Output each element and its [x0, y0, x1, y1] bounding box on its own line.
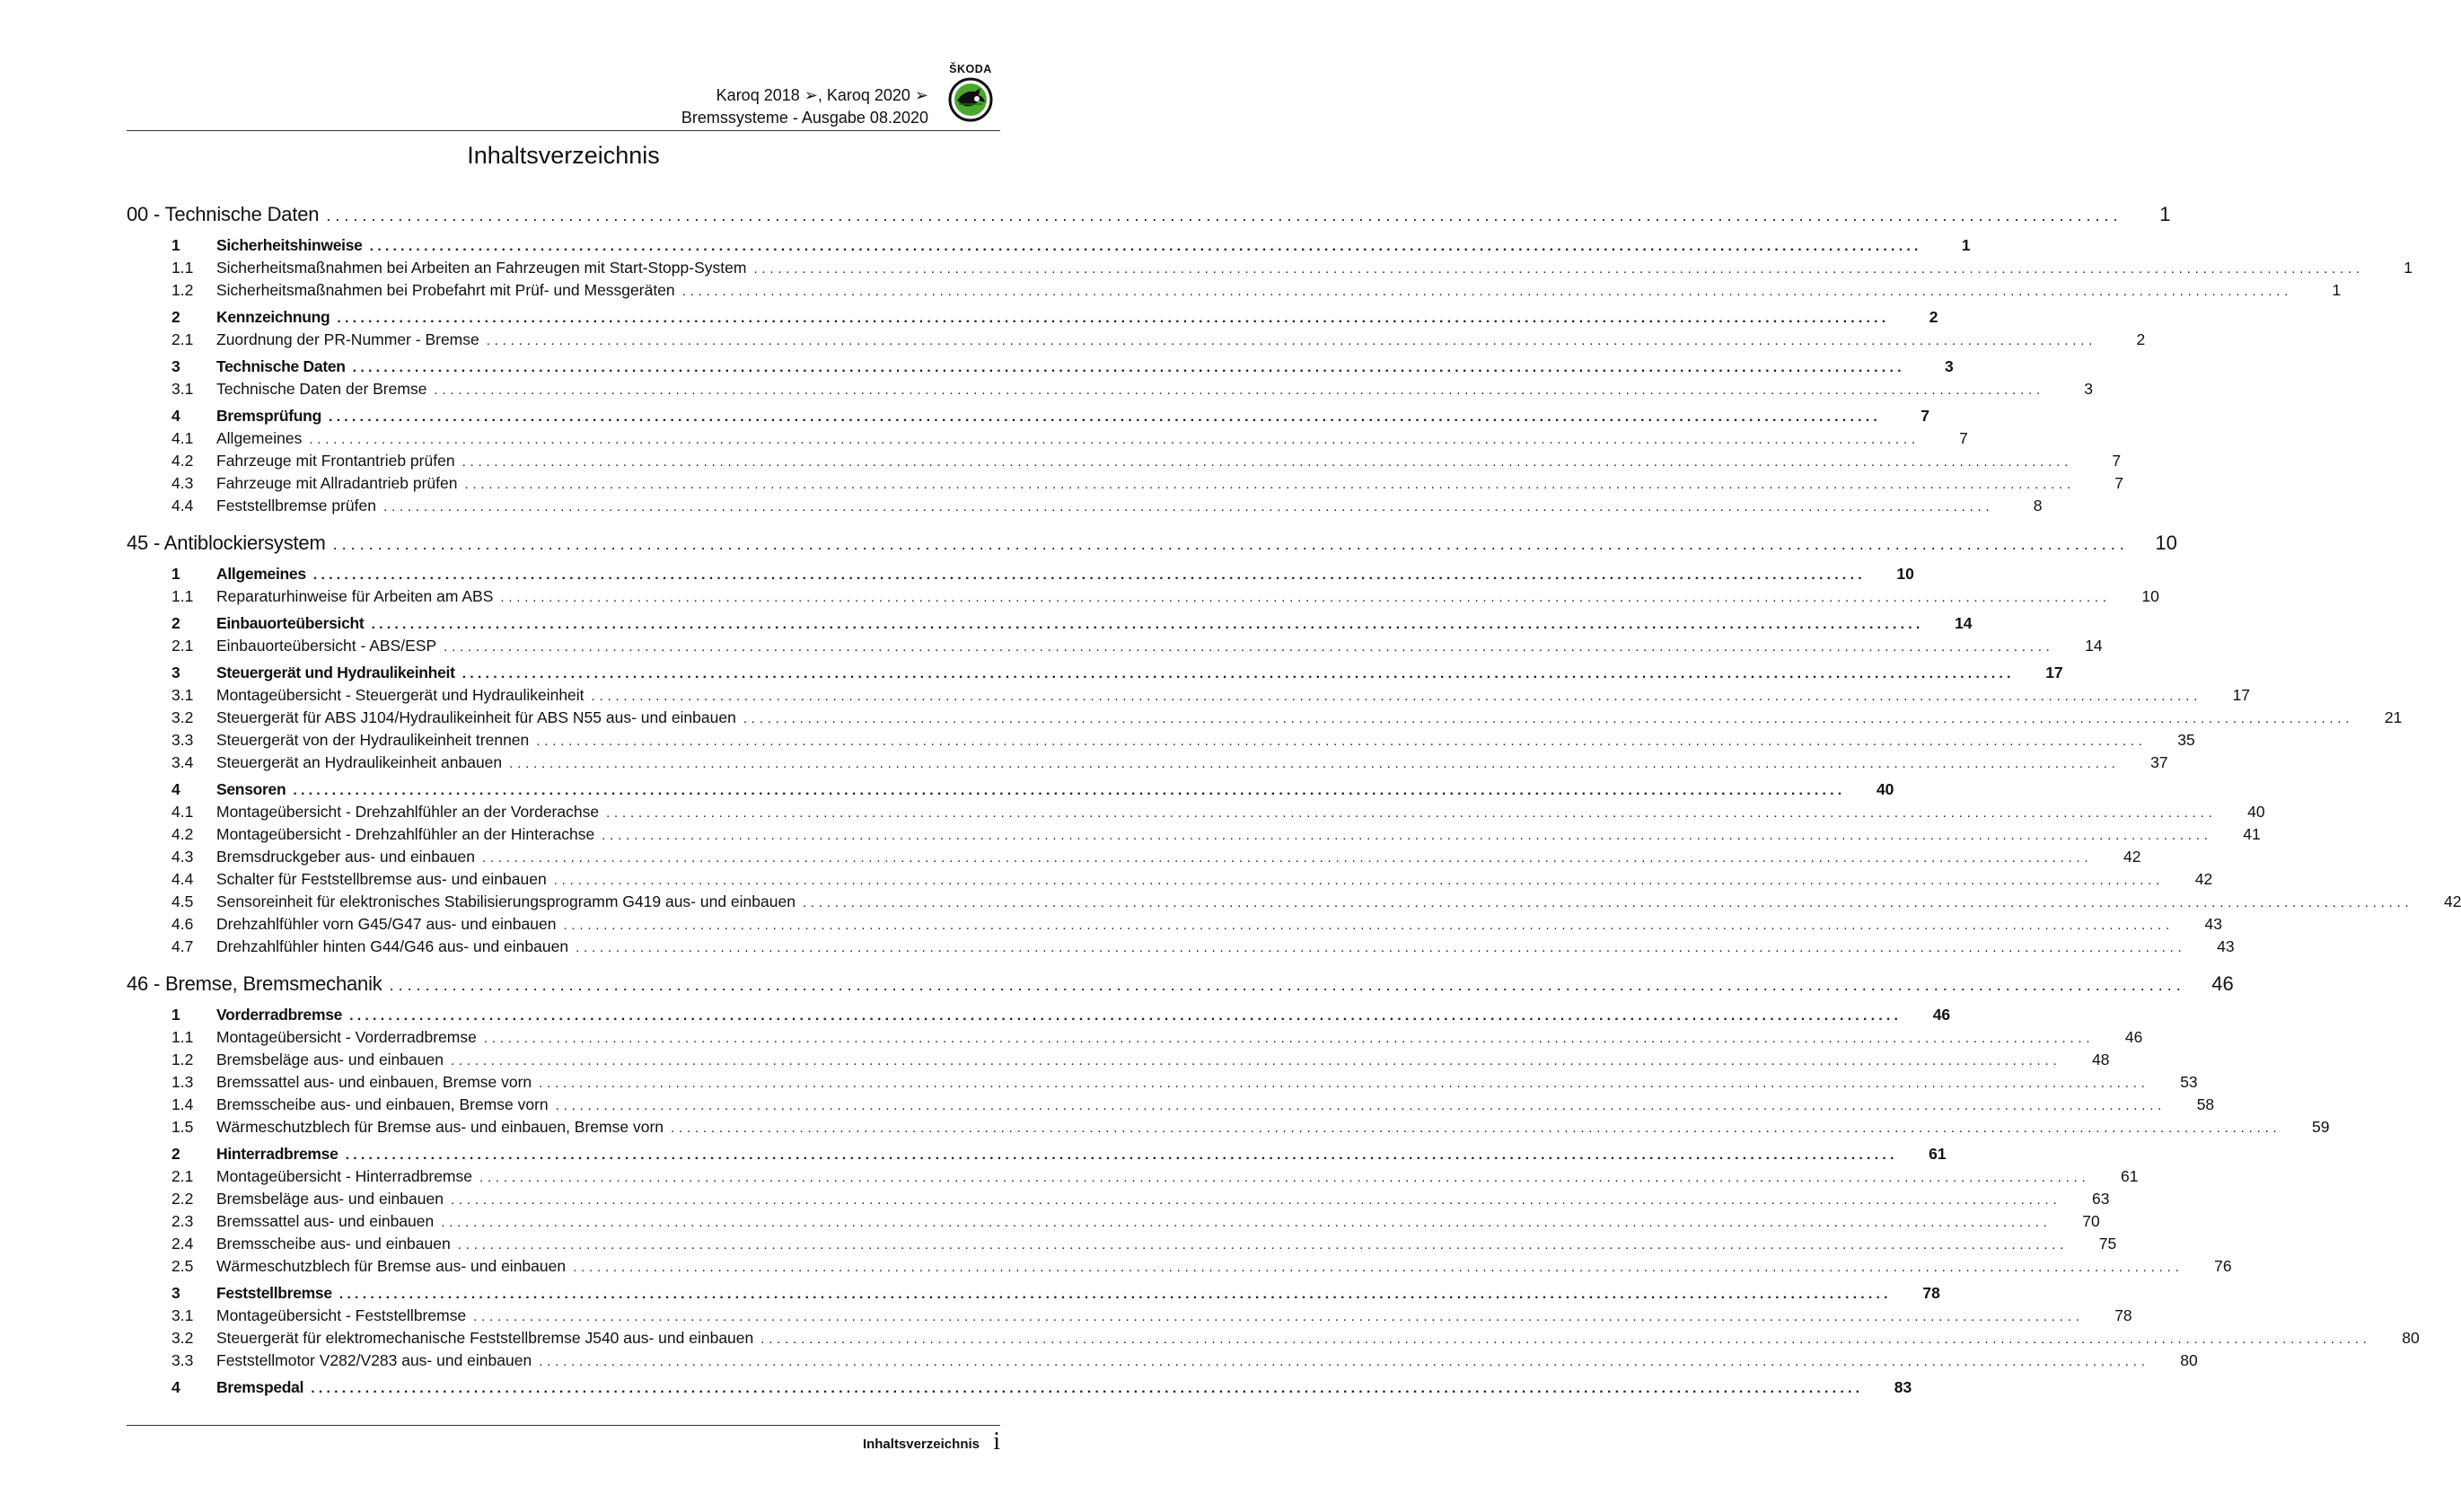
toc-subsection-entry[interactable] [127, 708, 2403, 731]
entry-number: 3.2 [171, 1329, 194, 1347]
document-identifier [681, 84, 928, 129]
entry-page-number: 1 [2332, 281, 2342, 299]
entry-label: Bremsbeläge aus- und einbauen [216, 1190, 444, 1208]
dot-leader: ........................................................................................................................................................................................................ [434, 382, 2044, 398]
entry-page-number: 61 [1929, 1145, 1947, 1163]
header-divider [127, 130, 1000, 131]
toc-section-entry[interactable] [127, 565, 1914, 587]
entry-page-number: 42 [2123, 848, 2141, 866]
toc-subsection-entry[interactable] [127, 330, 2146, 353]
entry-page-number: 40 [2247, 803, 2265, 821]
logo-wordmark: ŠKODA [949, 63, 992, 75]
entry-label: Bremsscheibe aus- und einbauen [216, 1235, 451, 1253]
entry-page-number: 1 [1961, 236, 1971, 254]
dot-leader: ........................................................................................................................................................................................................ [461, 454, 2073, 470]
toc-section-entry[interactable] [127, 236, 1971, 259]
entry-page-number: 75 [2098, 1235, 2117, 1253]
entry-page-number: 2 [1929, 308, 1938, 326]
footer-label: Inhaltsverzeichnis [862, 1437, 980, 1452]
entry-number: 1.1 [171, 587, 194, 605]
entry-page-number: 78 [2114, 1306, 2132, 1324]
entry-label: Fahrzeuge mit Frontantrieb prüfen [216, 452, 455, 470]
entry-label: Allgemeines [216, 565, 306, 583]
dot-leader: ........................................................................................................................................................................................................ [338, 1287, 1892, 1302]
toc-section-entry[interactable] [127, 308, 1938, 330]
toc-subsection-entry[interactable] [127, 259, 2413, 281]
entry-page-number: 35 [2177, 731, 2195, 749]
toc-subsection-entry[interactable] [127, 848, 2141, 870]
entry-label: 45 - Antiblockiersystem [127, 532, 326, 554]
entry-number: 4.3 [171, 848, 194, 866]
entry-page-number: 17 [2045, 664, 2063, 681]
entry-label: Sensoren [216, 780, 286, 798]
entry-page-number: 48 [2092, 1050, 2110, 1068]
dot-leader: ........................................................................................................................................................................................................ [760, 1332, 2371, 1347]
toc-subsection-entry[interactable] [127, 1235, 2117, 1257]
entry-label: Montageübersicht - Drehzahlfühler an der Vorderachse [216, 803, 600, 821]
entry-number: 3 [171, 1284, 180, 1302]
toc-section-entry[interactable] [127, 1145, 1947, 1167]
entry-number: 2.1 [171, 330, 194, 348]
dot-leader: ........................................................................................................................................................................................................ [352, 360, 1905, 375]
entry-number: 1 [171, 236, 180, 254]
toc-subsection-entry[interactable] [127, 915, 2222, 937]
entry-label: Montageübersicht - Vorderradbremse [216, 1028, 477, 1046]
entry-label: Steuergerät von der Hydraulikeinheit trennen [216, 731, 530, 749]
entry-page-number: 41 [2243, 825, 2261, 843]
entry-label: Drehzahlfühler vorn G45/G47 aus- und einbauen [216, 915, 557, 933]
footer-divider [127, 1425, 1000, 1426]
toc-subsection-entry[interactable] [127, 380, 2093, 402]
entry-number: 1 [171, 1006, 180, 1024]
toc-subsection-entry[interactable] [127, 731, 2195, 753]
dot-leader: ........................................................................................................................................................................................................ [326, 207, 2123, 224]
entry-label: Montageübersicht - Drehzahlfühler an der Hinterachse [216, 825, 595, 843]
entry-page-number: 53 [2180, 1073, 2198, 1091]
entry-page-number: 2 [2136, 330, 2146, 348]
dot-leader: ........................................................................................................................................................................................................ [457, 1237, 2069, 1253]
entry-number: 3 [171, 357, 180, 375]
dot-leader: ........................................................................................................................................................................................................ [312, 567, 1866, 583]
entry-label: Bremspedal [216, 1378, 304, 1396]
entry-number: 2.3 [171, 1212, 194, 1230]
entry-page-number: 10 [1896, 565, 1914, 583]
toc-subsection-entry[interactable] [127, 497, 2043, 519]
page-header [127, 56, 1000, 129]
toc-subsection-entry[interactable] [127, 937, 2235, 960]
dot-leader: ........................................................................................................................................................................................................ [349, 1008, 1903, 1024]
entry-page-number: 7 [2112, 452, 2122, 470]
entry-page-number: 1 [2404, 259, 2413, 277]
dot-leader: ........................................................................................................................................................................................................ [464, 477, 2075, 492]
entry-page-number: 3 [2084, 380, 2093, 398]
dot-leader: ........................................................................................................................................................................................................ [444, 639, 2054, 655]
dot-leader: ........................................................................................................................................................................................................ [450, 1192, 2061, 1208]
dot-leader: ........................................................................................................................................................................................................ [539, 1354, 2149, 1369]
entry-label: 46 - Bremse, Bremsmechanik [127, 972, 382, 995]
toc-subsection-entry[interactable] [127, 803, 2265, 825]
dot-leader: ........................................................................................................................................................................................................ [450, 1053, 2061, 1068]
entry-label: Sicherheitshinweise [216, 236, 363, 254]
toc-subsection-entry[interactable] [127, 1212, 2100, 1235]
toc-chapter [127, 972, 2420, 1401]
entry-label: Bremsprüfung [216, 407, 321, 425]
toc-chapter [127, 203, 2413, 519]
entry-label: Bremssattel aus- und einbauen [216, 1212, 435, 1230]
model-line: Karoq 2018 ➢, Karoq 2020 ➢ [716, 86, 928, 104]
entry-number: 3.2 [171, 708, 194, 726]
entry-number: 2 [171, 308, 180, 326]
entry-label: Bremsbeläge aus- und einbauen [216, 1050, 444, 1068]
entry-label: Sensoreinheit für elektronisches Stabilisierungsprogramm G419 aus- und einbauen [216, 892, 795, 910]
entry-number: 4.2 [171, 825, 194, 843]
entry-number: 1.5 [171, 1118, 194, 1136]
entry-label: Feststellbremse [216, 1284, 332, 1302]
dot-leader: ........................................................................................................................................................................................................ [576, 940, 2186, 955]
entry-page-number: 42 [2194, 870, 2213, 888]
entry-number: 2.5 [171, 1257, 194, 1275]
dot-leader: ........................................................................................................................................................................................................ [606, 805, 2217, 821]
entry-page-number: 80 [2180, 1351, 2198, 1369]
entry-page-number: 7 [1959, 429, 1968, 447]
entry-number: 3.1 [171, 686, 194, 704]
toc-section-entry[interactable] [127, 1378, 1912, 1401]
entry-page-number: 14 [1955, 614, 1973, 632]
dot-leader: ........................................................................................................................................................................................................ [481, 850, 2093, 866]
entry-page-number: 70 [2082, 1212, 2100, 1230]
entry-number: 4.3 [171, 474, 194, 492]
entry-number: 1.2 [171, 281, 194, 299]
entry-page-number: 80 [2402, 1329, 2420, 1347]
entry-label: Montageübersicht - Hinterradbremse [216, 1167, 472, 1185]
toc-subsection-entry[interactable] [127, 870, 2213, 892]
entry-number: 1.1 [171, 259, 194, 277]
toc-subsection-entry[interactable] [127, 474, 2123, 497]
entry-page-number: 3 [1945, 357, 1954, 375]
toc-subsection-entry[interactable] [127, 637, 2103, 659]
dot-leader: ........................................................................................................................................................................................................ [486, 333, 2097, 348]
entry-number: 4.2 [171, 452, 194, 470]
entry-label: Kennzeichnung [216, 308, 330, 326]
dot-leader: ........................................................................................................................................................................................................ [293, 783, 1846, 798]
dot-leader: ........................................................................................................................................................................................................ [536, 734, 2147, 749]
dot-leader: ........................................................................................................................................................................................................ [337, 311, 1890, 326]
entry-number: 2.4 [171, 1235, 194, 1253]
toc-subsection-entry[interactable] [127, 892, 2461, 915]
toc-subsection-entry[interactable] [127, 1351, 2198, 1374]
entry-page-number: 78 [1922, 1284, 1940, 1302]
toc-subsection-entry[interactable] [127, 1167, 2139, 1190]
entry-label: Steuergerät für ABS J104/Hydraulikeinheit für ABS N55 aus- und einbauen [216, 708, 736, 726]
toc-subsection-entry[interactable] [127, 281, 2342, 303]
entry-label: Technische Daten [216, 357, 346, 375]
toc-section-entry[interactable] [127, 614, 1973, 637]
entry-number: 1.1 [171, 1028, 194, 1046]
footer-page-number: i [993, 1428, 1000, 1455]
toc-subsection-entry[interactable] [127, 1306, 2132, 1329]
entry-label: Montageübersicht - Steuergerät und Hydraulikeinheit [216, 686, 584, 704]
entry-label: Steuergerät und Hydraulikeinheit [216, 664, 455, 681]
toc-subsection-entry[interactable] [127, 1073, 2198, 1095]
dot-leader: ........................................................................................................................................................................................................ [309, 432, 1920, 447]
entry-label: Sicherheitsmaßnahmen bei Arbeiten an Fahrzeugen mit Start-Stopp-System [216, 259, 747, 277]
entry-number: 2 [171, 614, 180, 632]
entry-page-number: 7 [1920, 407, 1930, 425]
dot-leader: ........................................................................................................................................................................................................ [563, 918, 2174, 933]
entry-page-number: 43 [2204, 915, 2222, 933]
dot-leader: ........................................................................................................................................................................................................ [332, 535, 2129, 553]
entry-page-number: 21 [2384, 708, 2403, 726]
entry-page-number: 46 [1932, 1006, 1951, 1024]
toc-chapter-entry[interactable] [127, 532, 2177, 560]
entry-number: 3.1 [171, 380, 194, 398]
entry-label: Montageübersicht - Feststellbremse [216, 1306, 467, 1324]
dot-leader: ........................................................................................................................................................................................................ [369, 239, 1922, 254]
entry-number: 3.1 [171, 1306, 194, 1324]
entry-number: 4.5 [171, 892, 194, 910]
dot-leader: ........................................................................................................................................................................................................ [591, 689, 2202, 704]
dot-leader: ........................................................................................................................................................................................................ [602, 828, 2212, 843]
toc-subsection-entry[interactable] [127, 1050, 2110, 1073]
dot-leader: ........................................................................................................................................................................................................ [311, 1381, 1864, 1396]
toc-section-entry[interactable] [127, 1284, 1940, 1306]
toc-section-entry[interactable] [127, 357, 1954, 380]
dot-leader: ........................................................................................................................................................................................................ [461, 666, 2015, 681]
entry-number: 4 [171, 1378, 180, 1396]
toc-section-entry[interactable] [127, 1006, 1951, 1028]
entry-number: 1.4 [171, 1095, 194, 1113]
dot-leader: ........................................................................................................................................................................................................ [441, 1215, 2052, 1230]
dot-leader: ........................................................................................................................................................................................................ [509, 756, 2120, 771]
entry-page-number: 8 [2033, 497, 2043, 514]
dot-leader: ........................................................................................................................................................................................................ [753, 261, 2364, 277]
toc-subsection-entry[interactable] [127, 587, 2159, 610]
dot-leader: ........................................................................................................................................................................................................ [743, 711, 2354, 726]
entry-number: 4.1 [171, 803, 194, 821]
entry-number: 4.7 [171, 937, 194, 955]
entry-page-number: 10 [2155, 532, 2177, 554]
toc-subsection-entry[interactable] [127, 1028, 2143, 1050]
entry-number: 3 [171, 664, 180, 681]
table-of-contents [127, 203, 2461, 1413]
entry-label: Reparaturhinweise für Arbeiten am ABS [216, 587, 494, 605]
toc-section-entry[interactable] [127, 780, 1894, 803]
dot-leader: ........................................................................................................................................................................................................ [345, 1147, 1898, 1163]
entry-label: Technische Daten der Bremse [216, 380, 427, 398]
entry-page-number: 17 [2232, 686, 2251, 704]
dot-leader: ........................................................................................................................................................................................................ [328, 409, 1882, 425]
entry-number: 1.2 [171, 1050, 194, 1068]
dot-leader: ........................................................................................................................................................................................................ [389, 976, 2185, 994]
entry-number: 2.2 [171, 1190, 194, 1208]
toc-subsection-entry[interactable] [127, 1190, 2110, 1212]
dot-leader: ........................................................................................................................................................................................................ [539, 1076, 2149, 1091]
entry-page-number: 14 [2085, 637, 2103, 655]
entry-page-number: 46 [2211, 972, 2234, 995]
dot-leader: ........................................................................................................................................................................................................ [681, 284, 2293, 299]
skoda-arrow-icon [948, 77, 993, 122]
dot-leader: ........................................................................................................................................................................................................ [479, 1170, 2090, 1185]
toc-chapter-entry[interactable] [127, 972, 2234, 1001]
entry-number: 2.1 [171, 1167, 194, 1185]
entry-number: 4.4 [171, 870, 194, 888]
skoda-logo [941, 63, 1000, 129]
entry-label: Drehzahlfühler hinten G44/G46 aus- und einbauen [216, 937, 569, 955]
edition-line: Bremssysteme - Ausgabe 08.2020 [681, 109, 928, 127]
dot-leader: ........................................................................................................................................................................................................ [555, 1098, 2167, 1113]
entry-label: Hinterradbremse [216, 1145, 338, 1163]
toc-subsection-entry[interactable] [127, 1118, 2330, 1140]
toc-subsection-entry[interactable] [127, 1329, 2420, 1351]
entry-number: 4.4 [171, 497, 194, 514]
entry-number: 3.3 [171, 1351, 194, 1369]
entry-label: Sicherheitsmaßnahmen bei Probefahrt mit Prüf- und Messgeräten [216, 281, 675, 299]
entry-label: Wärmeschutzblech für Bremse aus- und einbauen [216, 1257, 567, 1275]
entry-page-number: 61 [2121, 1167, 2139, 1185]
entry-label: Einbauorteübersicht - ABS/ESP [216, 637, 437, 655]
toc-subsection-entry[interactable] [127, 686, 2251, 708]
entry-number: 1.3 [171, 1073, 194, 1091]
entry-label: Allgemeines [216, 429, 303, 447]
entry-page-number: 83 [1894, 1378, 1912, 1396]
entry-number: 4.1 [171, 429, 194, 447]
entry-number: 4.6 [171, 915, 194, 933]
toc-section-entry[interactable] [127, 407, 1930, 429]
entry-label: 00 - Technische Daten [127, 203, 320, 225]
entry-label: Wärmeschutzblech für Bremse aus- und einbauen, Bremse vorn [216, 1118, 664, 1136]
entry-number: 2.1 [171, 637, 194, 655]
entry-page-number: 40 [1876, 780, 1894, 798]
entry-page-number: 59 [2312, 1118, 2330, 1136]
dot-leader: ........................................................................................................................................................................................................ [500, 590, 2111, 605]
toc-chapter [127, 532, 2461, 960]
dot-leader: ........................................................................................................................................................................................................ [573, 1260, 2184, 1275]
dot-leader: ........................................................................................................................................................................................................ [671, 1121, 2281, 1136]
page-title: Inhaltsverzeichnis [467, 142, 660, 169]
dot-leader: ........................................................................................................................................................................................................ [473, 1309, 2084, 1324]
dot-leader: ........................................................................................................................................................................................................ [483, 1031, 2095, 1046]
entry-number: 4 [171, 407, 180, 425]
entry-label: Bremsdruckgeber aus- und einbauen [216, 848, 475, 866]
entry-page-number: 7 [2114, 474, 2123, 492]
entry-number: 4 [171, 780, 180, 798]
toc-subsection-entry[interactable] [127, 825, 2261, 848]
entry-page-number: 76 [2214, 1257, 2232, 1275]
toc-section-entry[interactable] [127, 664, 2063, 686]
entry-page-number: 46 [2124, 1028, 2143, 1046]
entry-label: Steuergerät an Hydraulikeinheit anbauen [216, 753, 503, 771]
toc-subsection-entry[interactable] [127, 452, 2122, 474]
entry-number: 3.3 [171, 731, 194, 749]
entry-page-number: 42 [2444, 892, 2461, 910]
entry-label: Vorderradbremse [216, 1006, 343, 1024]
toc-subsection-entry[interactable] [127, 429, 1968, 452]
entry-page-number: 58 [2196, 1095, 2215, 1113]
toc-subsection-entry[interactable] [127, 1095, 2215, 1118]
entry-label: Steuergerät für elektromechanische Feststellbremse J540 aus- und einbauen [216, 1329, 754, 1347]
entry-label: Feststellbremse prüfen [216, 497, 376, 514]
entry-label: Bremssattel aus- und einbauen, Bremse vorn [216, 1073, 532, 1091]
entry-label: Schalter für Feststellbremse aus- und einbauen [216, 870, 547, 888]
entry-label: Fahrzeuge mit Allradantrieb prüfen [216, 474, 458, 492]
toc-chapter-entry[interactable] [127, 203, 2171, 232]
entry-page-number: 43 [2217, 937, 2235, 955]
entry-page-number: 10 [2141, 587, 2159, 605]
toc-subsection-entry[interactable] [127, 1257, 2232, 1279]
entry-page-number: 63 [2092, 1190, 2110, 1208]
entry-number: 3.4 [171, 753, 194, 771]
dot-leader: ........................................................................................................................................................................................................ [383, 499, 1994, 514]
dot-leader: ........................................................................................................................................................................................................ [553, 873, 2165, 888]
entry-number: 1 [171, 565, 180, 583]
entry-page-number: 1 [2159, 203, 2171, 225]
entry-page-number: 37 [2150, 753, 2168, 771]
toc-subsection-entry[interactable] [127, 753, 2168, 776]
entry-label: Einbauorteübersicht [216, 614, 365, 632]
entry-number: 2 [171, 1145, 180, 1163]
entry-label: Feststellmotor V282/V283 aus- und einbauen [216, 1351, 532, 1369]
entry-label: Bremsscheibe aus- und einbauen, Bremse vorn [216, 1095, 549, 1113]
entry-label: Zuordnung der PR-Nummer - Bremse [216, 330, 479, 348]
dot-leader: ........................................................................................................................................................................................................ [802, 895, 2413, 910]
dot-leader: ........................................................................................................................................................................................................ [371, 617, 1924, 632]
